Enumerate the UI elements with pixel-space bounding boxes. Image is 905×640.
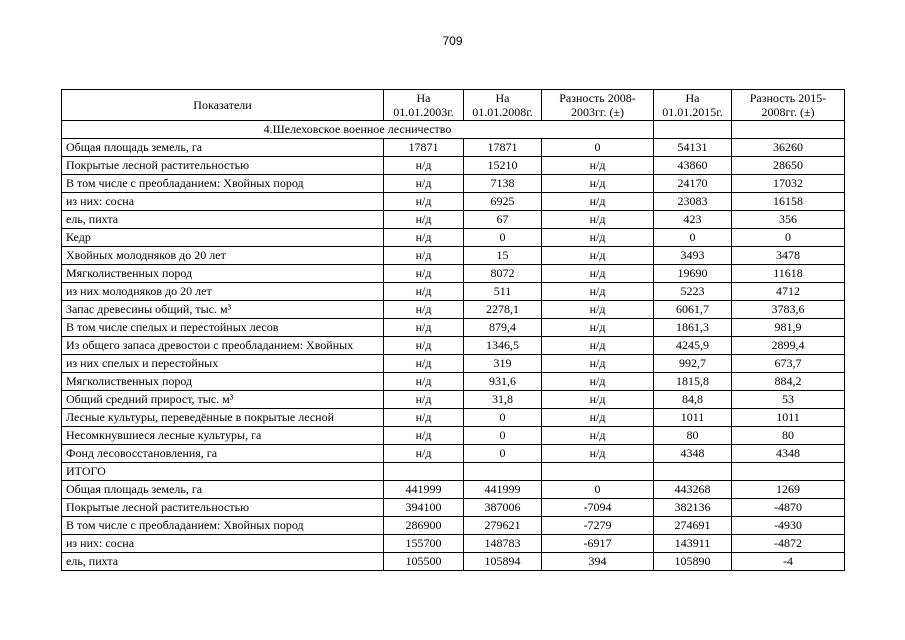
row-value: 1269 xyxy=(732,481,845,499)
row-value: 6061,7 xyxy=(654,301,732,319)
row-value: 931,6 xyxy=(464,373,542,391)
row-value: 17032 xyxy=(732,175,845,193)
row-value: 3783,6 xyxy=(732,301,845,319)
row-label: В том числе с преобладанием: Хвойных пород xyxy=(62,175,384,193)
row-value: н/д xyxy=(384,175,464,193)
row-value: н/д xyxy=(542,409,654,427)
row-value: 0 xyxy=(542,481,654,499)
row-value: -4872 xyxy=(732,535,845,553)
row-value: 0 xyxy=(732,229,845,247)
row-value: 1011 xyxy=(732,409,845,427)
table-row xyxy=(62,157,845,175)
row-value: 286900 xyxy=(384,517,464,535)
table-row xyxy=(62,139,845,157)
row-value: 0 xyxy=(542,139,654,157)
row-value: 19690 xyxy=(654,265,732,283)
row-value: н/д xyxy=(542,175,654,193)
row-value: 3493 xyxy=(654,247,732,265)
row-value: 105890 xyxy=(654,553,732,571)
row-label: Кедр xyxy=(62,229,384,247)
row-value: н/д xyxy=(542,391,654,409)
row-value: н/д xyxy=(542,337,654,355)
row-value: 0 xyxy=(464,229,542,247)
row-value: 2278,1 xyxy=(464,301,542,319)
row-label: из них: сосна xyxy=(62,535,384,553)
row-value: 53 xyxy=(732,391,845,409)
row-value: 148783 xyxy=(464,535,542,553)
table-row xyxy=(62,355,845,373)
row-label: В том числе с преобладанием: Хвойных пород xyxy=(62,517,384,535)
row-value: н/д xyxy=(384,391,464,409)
table-row xyxy=(62,175,845,193)
section-title-cell-empty xyxy=(732,463,845,481)
row-value: 387006 xyxy=(464,499,542,517)
row-value: н/д xyxy=(384,427,464,445)
row-value: 443268 xyxy=(654,481,732,499)
row-label: Покрытые лесной растительностью xyxy=(62,499,384,517)
row-value: 1861,3 xyxy=(654,319,732,337)
row-value: 16158 xyxy=(732,193,845,211)
row-value: н/д xyxy=(384,211,464,229)
row-value: 4245,9 xyxy=(654,337,732,355)
row-label: из них: сосна xyxy=(62,193,384,211)
section-title: 4.Шелеховское военное лесничество xyxy=(62,121,654,139)
row-label: ель, пихта xyxy=(62,553,384,571)
row-value: н/д xyxy=(384,283,464,301)
table-row xyxy=(62,409,845,427)
row-value: 0 xyxy=(464,427,542,445)
header-2003: На 01.01.2003г. xyxy=(384,90,464,121)
table-row xyxy=(62,229,845,247)
row-value: -7279 xyxy=(542,517,654,535)
row-value: 36260 xyxy=(732,139,845,157)
row-label: Общая площадь земель, га xyxy=(62,481,384,499)
row-value: 4348 xyxy=(732,445,845,463)
header-diff-2008-2003: Разность 2008-2003гг. (±) xyxy=(542,90,654,121)
row-value: 511 xyxy=(464,283,542,301)
row-value: н/д xyxy=(384,301,464,319)
table-row xyxy=(62,337,845,355)
row-value: 394100 xyxy=(384,499,464,517)
row-value: 279621 xyxy=(464,517,542,535)
row-value: н/д xyxy=(384,373,464,391)
section-title: ИТОГО xyxy=(62,463,384,481)
row-value: 67 xyxy=(464,211,542,229)
table-row xyxy=(62,247,845,265)
page-number: 709 xyxy=(442,34,463,48)
section-title-row xyxy=(62,463,845,481)
row-value: 23083 xyxy=(654,193,732,211)
row-value: 879,4 xyxy=(464,319,542,337)
table-row xyxy=(62,517,845,535)
row-value: н/д xyxy=(542,319,654,337)
row-label: В том числе спелых и перестойных лесов xyxy=(62,319,384,337)
row-value: 54131 xyxy=(654,139,732,157)
header-indicators: Показатели xyxy=(62,90,384,121)
row-value: н/д xyxy=(542,157,654,175)
row-label: Из общего запаса древостои с преобладанием: Хвойных xyxy=(62,337,384,355)
row-value: -6917 xyxy=(542,535,654,553)
row-value: -4 xyxy=(732,553,845,571)
row-value: 84,8 xyxy=(654,391,732,409)
row-value: 80 xyxy=(732,427,845,445)
table-row xyxy=(62,391,845,409)
row-value: н/д xyxy=(384,409,464,427)
row-label: ель, пихта xyxy=(62,211,384,229)
row-value: 884,2 xyxy=(732,373,845,391)
table-row xyxy=(62,211,845,229)
row-value: -4870 xyxy=(732,499,845,517)
table-row xyxy=(62,481,845,499)
table-row xyxy=(62,301,845,319)
header-2015: На 01.01.2015г. xyxy=(654,90,732,121)
row-label: Лесные культуры, переведённые в покрытые лесной xyxy=(62,409,384,427)
row-value: 1815,8 xyxy=(654,373,732,391)
table-row xyxy=(62,373,845,391)
row-value: 80 xyxy=(654,427,732,445)
row-value: н/д xyxy=(384,247,464,265)
section-title-cell-empty xyxy=(732,121,845,139)
table-row xyxy=(62,283,845,301)
row-value: н/д xyxy=(384,229,464,247)
table-row xyxy=(62,553,845,571)
row-value: 981,9 xyxy=(732,319,845,337)
row-value: 7138 xyxy=(464,175,542,193)
row-value: 992,7 xyxy=(654,355,732,373)
row-value: 24170 xyxy=(654,175,732,193)
row-value: 2899,4 xyxy=(732,337,845,355)
table-row xyxy=(62,535,845,553)
row-value: 17871 xyxy=(464,139,542,157)
header-diff-2015-2008: Разность 2015-2008гг. (±) xyxy=(732,90,845,121)
row-value: 1346,5 xyxy=(464,337,542,355)
row-value: 31,8 xyxy=(464,391,542,409)
row-value: н/д xyxy=(384,157,464,175)
row-value: н/д xyxy=(384,445,464,463)
row-value: 105500 xyxy=(384,553,464,571)
row-value: -7094 xyxy=(542,499,654,517)
row-value: 673,7 xyxy=(732,355,845,373)
row-label: Общая площадь земель, га xyxy=(62,139,384,157)
row-value: 15 xyxy=(464,247,542,265)
row-value: 319 xyxy=(464,355,542,373)
table-row xyxy=(62,265,845,283)
row-value: 8072 xyxy=(464,265,542,283)
table-header-row xyxy=(62,90,845,121)
row-label: Фонд лесовосстановления, га xyxy=(62,445,384,463)
table-row xyxy=(62,445,845,463)
row-value: н/д xyxy=(542,373,654,391)
row-value: 6925 xyxy=(464,193,542,211)
row-value: н/д xyxy=(384,355,464,373)
row-label: Хвойных молодняков до 20 лет xyxy=(62,247,384,265)
row-value: 4348 xyxy=(654,445,732,463)
row-value: н/д xyxy=(542,283,654,301)
row-label: из них молодняков до 20 лет xyxy=(62,283,384,301)
section-title-row xyxy=(62,121,845,139)
row-value: н/д xyxy=(384,193,464,211)
row-value: н/д xyxy=(542,355,654,373)
row-value: н/д xyxy=(384,319,464,337)
section-title-cell-empty xyxy=(384,463,464,481)
section-title-cell-empty xyxy=(654,463,732,481)
row-label: из них спелых и перестойных xyxy=(62,355,384,373)
table-row xyxy=(62,499,845,517)
row-value: н/д xyxy=(542,211,654,229)
row-value: н/д xyxy=(542,247,654,265)
row-value: 3478 xyxy=(732,247,845,265)
row-value: 155700 xyxy=(384,535,464,553)
row-value: 28650 xyxy=(732,157,845,175)
row-value: н/д xyxy=(542,445,654,463)
row-value: н/д xyxy=(542,265,654,283)
row-value: н/д xyxy=(542,301,654,319)
row-label: Общий средний прирост, тыс. м³ xyxy=(62,391,384,409)
row-value: н/д xyxy=(384,337,464,355)
row-value: 274691 xyxy=(654,517,732,535)
row-value: 143911 xyxy=(654,535,732,553)
row-value: 5223 xyxy=(654,283,732,301)
row-label: Запас древесины общий, тыс. м³ xyxy=(62,301,384,319)
row-value: 394 xyxy=(542,553,654,571)
row-value: 1011 xyxy=(654,409,732,427)
table-row xyxy=(62,319,845,337)
row-value: 0 xyxy=(464,409,542,427)
row-label: Несомкнувшиеся лесные культуры, га xyxy=(62,427,384,445)
row-label: Мягколиственных пород xyxy=(62,265,384,283)
table-row xyxy=(62,193,845,211)
row-value: 11618 xyxy=(732,265,845,283)
table-row xyxy=(62,427,845,445)
row-value: 43860 xyxy=(654,157,732,175)
row-value: н/д xyxy=(542,193,654,211)
row-value: н/д xyxy=(542,229,654,247)
row-value: н/д xyxy=(542,427,654,445)
section-title-cell-empty xyxy=(542,463,654,481)
section-title-cell-empty xyxy=(464,463,542,481)
row-value: 0 xyxy=(654,229,732,247)
row-value: 441999 xyxy=(384,481,464,499)
row-label: Покрытые лесной растительностью xyxy=(62,157,384,175)
row-value: н/д xyxy=(384,265,464,283)
row-value: 0 xyxy=(464,445,542,463)
row-value: 17871 xyxy=(384,139,464,157)
header-2008: На 01.01.2008г. xyxy=(464,90,542,121)
row-value: 423 xyxy=(654,211,732,229)
section-title-cell-empty xyxy=(654,121,732,139)
forestry-data-table xyxy=(61,89,845,571)
row-value: 105894 xyxy=(464,553,542,571)
row-label: Мягколиственных пород xyxy=(62,373,384,391)
row-value: 4712 xyxy=(732,283,845,301)
row-value: 15210 xyxy=(464,157,542,175)
row-value: 356 xyxy=(732,211,845,229)
row-value: 441999 xyxy=(464,481,542,499)
row-value: 382136 xyxy=(654,499,732,517)
row-value: -4930 xyxy=(732,517,845,535)
